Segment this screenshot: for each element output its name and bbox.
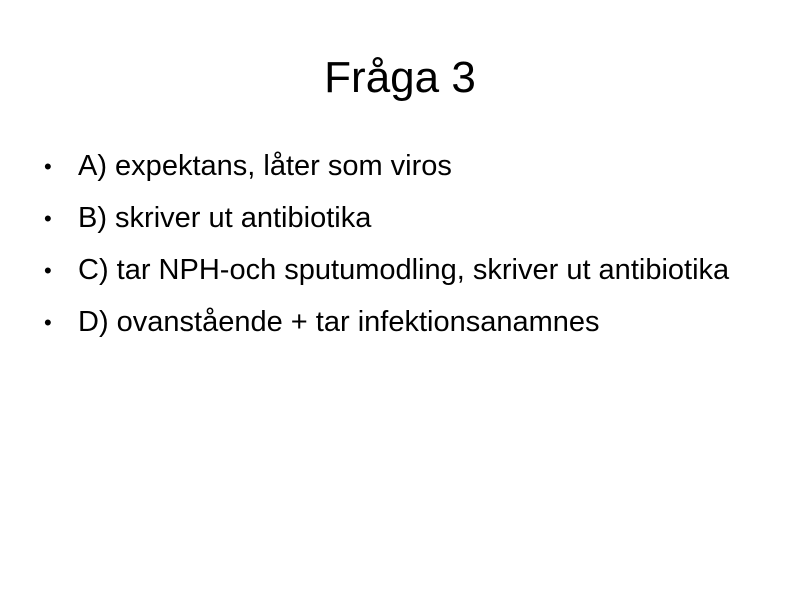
list-item-label: C) tar NPH-och sputumodling, skriver ut antibiotika <box>78 254 730 286</box>
list-item-label: A) expektans, låter som viros <box>78 150 452 182</box>
list-item-d <box>40 304 760 340</box>
slide-title: Fråga 3 <box>324 53 476 102</box>
bullet-icon: • <box>44 310 52 335</box>
bullet-icon: • <box>44 206 52 231</box>
list-item-label: B) skriver ut antibiotika <box>78 202 372 234</box>
bullet-icon: • <box>44 258 52 283</box>
list-item-label: D) ovanstående + tar infektionsanamnes <box>78 306 600 338</box>
list-item-c <box>40 252 760 288</box>
list-item-b <box>40 200 760 236</box>
bullet-list <box>40 148 760 356</box>
bullet-icon: • <box>44 154 52 179</box>
list-item-a <box>40 148 760 184</box>
